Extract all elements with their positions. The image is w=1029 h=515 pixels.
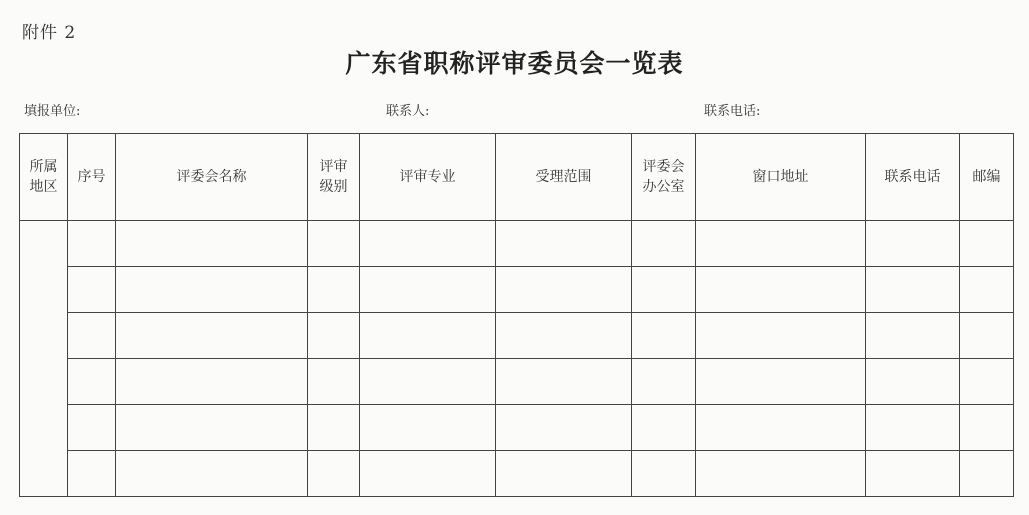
table-cell[interactable] xyxy=(116,221,308,267)
contact-phone-label: 联系电话: xyxy=(704,104,761,119)
header-office-line1: 评委会 xyxy=(642,159,685,175)
table-cell[interactable] xyxy=(360,405,496,451)
table-cell[interactable] xyxy=(866,359,960,405)
table-cell[interactable] xyxy=(866,221,960,267)
header-postcode: 邮编 xyxy=(960,134,1014,221)
header-review-level-line1: 评审 xyxy=(319,159,348,175)
table-cell[interactable] xyxy=(308,313,360,359)
table-cell[interactable] xyxy=(360,313,496,359)
header-office-line2: 办公室 xyxy=(642,179,685,195)
table-cell[interactable] xyxy=(866,313,960,359)
table-cell[interactable] xyxy=(960,313,1014,359)
table-row xyxy=(20,267,1014,313)
table-cell[interactable] xyxy=(116,313,308,359)
table-cell[interactable] xyxy=(116,359,308,405)
table-cell[interactable] xyxy=(360,221,496,267)
header-office xyxy=(632,134,696,221)
header-region xyxy=(20,134,68,221)
reporting-unit-label: 填报单位: xyxy=(24,104,81,119)
table-cell[interactable] xyxy=(632,313,696,359)
table-cell[interactable] xyxy=(116,267,308,313)
header-scope: 受理范围 xyxy=(496,134,632,221)
table-cell[interactable] xyxy=(496,451,632,497)
contact-person-label: 联系人: xyxy=(386,104,430,119)
header-region-line2: 地区 xyxy=(29,179,58,195)
table-cell[interactable] xyxy=(960,359,1014,405)
header-committee-name: 评委会名称 xyxy=(116,134,308,221)
table-cell[interactable] xyxy=(696,451,866,497)
table-cell[interactable] xyxy=(632,405,696,451)
table-cell[interactable] xyxy=(632,267,696,313)
table-cell[interactable] xyxy=(308,267,360,313)
table-cell[interactable] xyxy=(696,405,866,451)
table-cell[interactable] xyxy=(866,451,960,497)
table-cell[interactable] xyxy=(696,359,866,405)
table-cell[interactable] xyxy=(308,221,360,267)
table-cell[interactable] xyxy=(496,405,632,451)
table-cell[interactable] xyxy=(866,267,960,313)
table-cell[interactable] xyxy=(696,267,866,313)
header-review-level-line2: 级别 xyxy=(319,179,348,195)
table-cell[interactable] xyxy=(960,267,1014,313)
table-row xyxy=(20,405,1014,451)
table-row xyxy=(20,313,1014,359)
header-window-address: 窗口地址 xyxy=(696,134,866,221)
table-cell[interactable] xyxy=(308,451,360,497)
table-cell[interactable] xyxy=(496,267,632,313)
table-row xyxy=(20,359,1014,405)
attachment-label: 附件 2 xyxy=(22,23,77,43)
table-cell[interactable] xyxy=(308,405,360,451)
table-cell[interactable] xyxy=(696,313,866,359)
table-cell[interactable] xyxy=(68,451,116,497)
table-cell[interactable] xyxy=(696,221,866,267)
table-cell[interactable] xyxy=(68,313,116,359)
table-cell[interactable] xyxy=(68,359,116,405)
table-cell[interactable] xyxy=(496,313,632,359)
region-cell[interactable] xyxy=(20,221,68,497)
table-cell[interactable] xyxy=(960,451,1014,497)
table-cell[interactable] xyxy=(960,405,1014,451)
table-cell[interactable] xyxy=(632,221,696,267)
table-cell[interactable] xyxy=(116,405,308,451)
header-index: 序号 xyxy=(68,134,116,221)
table-cell[interactable] xyxy=(68,267,116,313)
table-cell[interactable] xyxy=(116,451,308,497)
document-title: 广东省职称评审委员会一览表 xyxy=(345,49,684,78)
committee-table xyxy=(19,133,1014,497)
table-row xyxy=(20,451,1014,497)
table-cell[interactable] xyxy=(68,405,116,451)
table-body xyxy=(20,221,1014,497)
table-cell[interactable] xyxy=(360,451,496,497)
table-cell[interactable] xyxy=(632,359,696,405)
table-cell[interactable] xyxy=(496,359,632,405)
table-cell[interactable] xyxy=(360,359,496,405)
table-cell[interactable] xyxy=(68,221,116,267)
header-review-specialty: 评审专业 xyxy=(360,134,496,221)
header-review-level xyxy=(308,134,360,221)
table-cell[interactable] xyxy=(496,221,632,267)
header-phone: 联系电话 xyxy=(866,134,960,221)
table-row xyxy=(20,221,1014,267)
header-region-line1: 所属 xyxy=(29,159,58,175)
table-cell[interactable] xyxy=(308,359,360,405)
table-cell[interactable] xyxy=(360,267,496,313)
table-cell[interactable] xyxy=(960,221,1014,267)
table-cell[interactable] xyxy=(632,451,696,497)
table-cell[interactable] xyxy=(866,405,960,451)
table-header-row xyxy=(20,134,1014,221)
header-fields xyxy=(0,100,1029,120)
